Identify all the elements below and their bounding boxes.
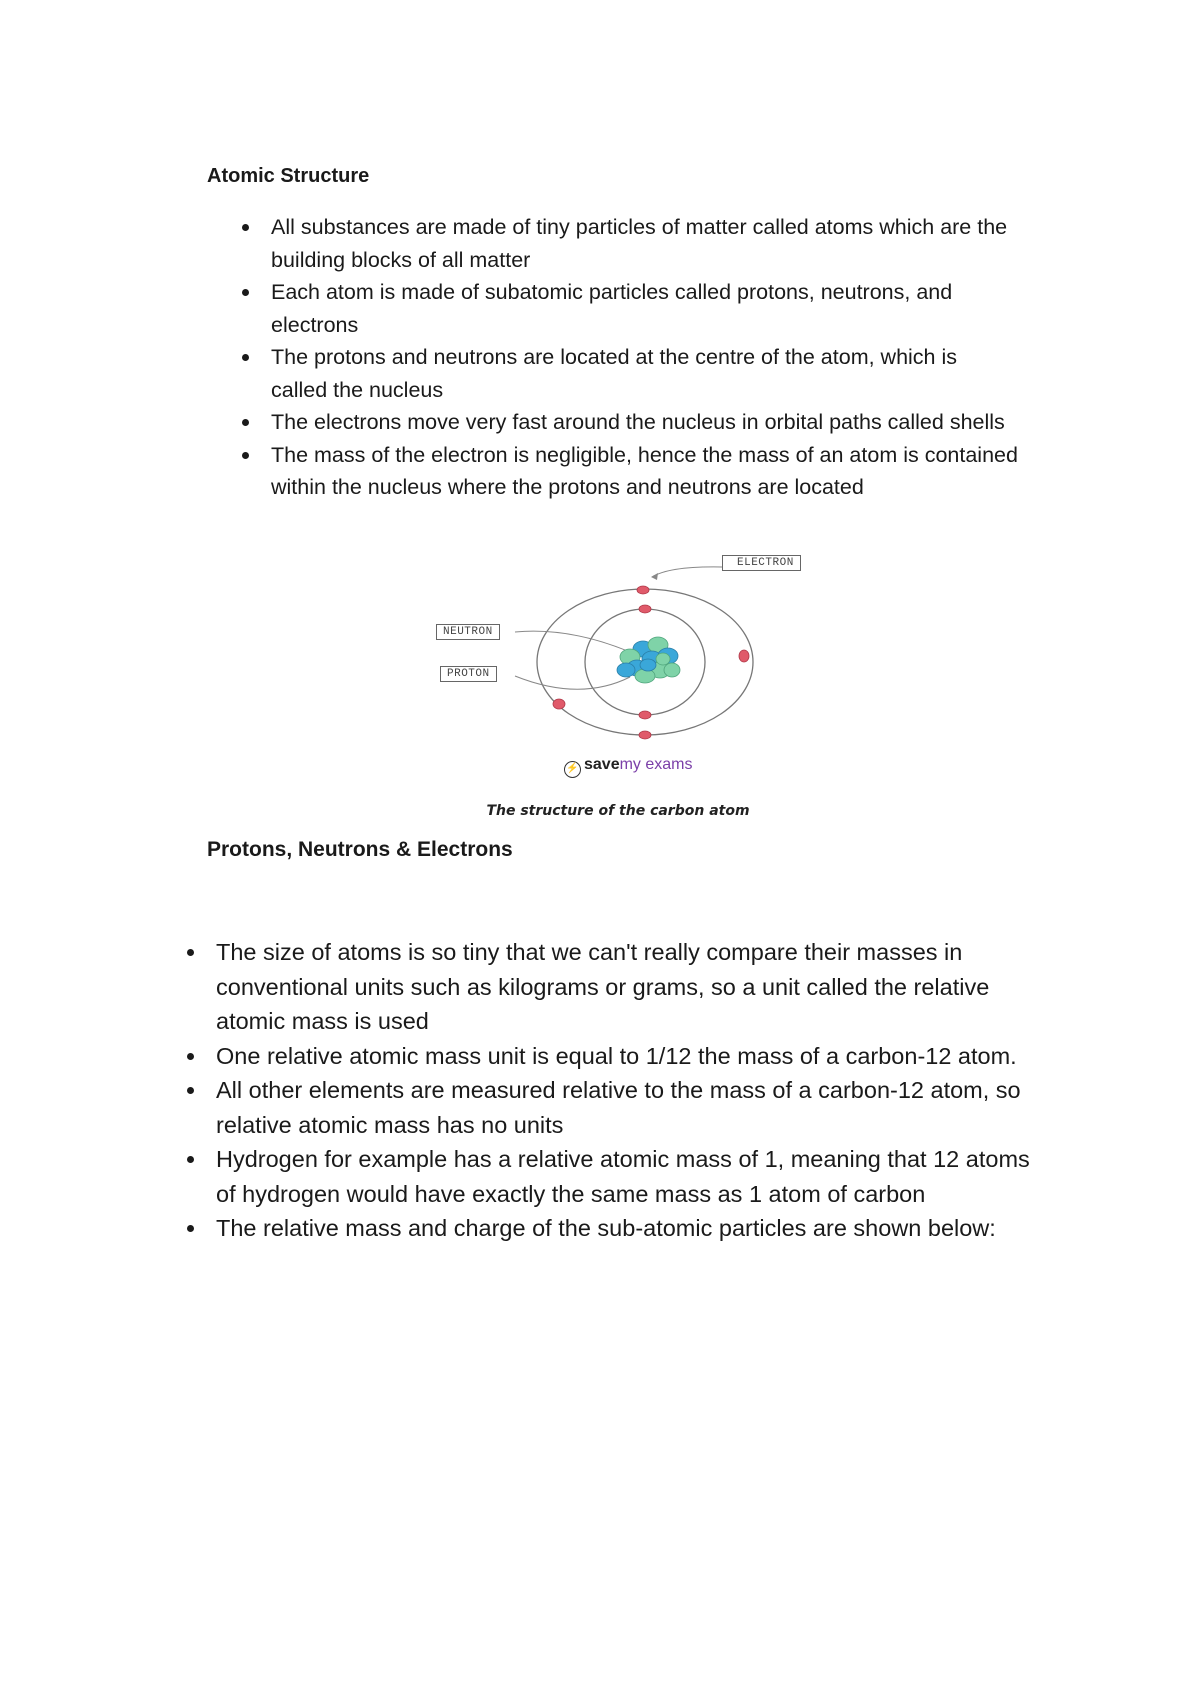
electron-dot [639,711,651,719]
list-item: Each atom is made of subatomic particles called protons, neutrons, and electrons [239,276,1019,341]
list-item: The protons and neutrons are located at the centre of the atom, which is called the nucleus [239,341,1019,406]
list-item: The relative mass and charge of the sub-atomic particles are shown below: [184,1211,1034,1246]
electron-dot [739,650,749,662]
section-heading-protons-neutrons-electrons: Protons, Neutrons & Electrons [207,838,513,861]
section-heading-atomic-structure: Atomic Structure [207,165,370,187]
list-item: The size of atoms is so tiny that we can't really compare their masses in conventional units such as kilograms or grams, so a unit called the relative atomic mass is used [184,935,1034,1039]
electron-dot [639,731,651,739]
list-item: The electrons move very fast around the nucleus in orbital paths called shells [239,406,1019,439]
neutron-pointer-line [515,631,630,652]
atomic-structure-list [239,211,1019,504]
proton-label: PROTON [440,666,497,682]
list-item: All substances are made of tiny particles of matter called atoms which are the building blocks of all matter [239,211,1019,276]
lightning-icon: ⚡ [564,761,581,778]
protons-neutrons-electrons-list [184,935,1034,1246]
electron-label: ELECTRON [722,555,801,571]
electron-dot [553,699,565,709]
savemyexams-logo: ⚡ savemy exams [564,756,693,778]
carbon-atom-diagram [430,552,820,782]
proton-pointer-line [515,676,630,689]
electron-pointer-arrow [651,573,658,580]
list-item: All other elements are measured relative to the mass of a carbon-12 atom, so relative atomic mass has no units [184,1073,1034,1142]
figure-caption: The structure of the carbon atom [486,803,750,819]
electron-dot [637,586,649,594]
electron-pointer-line [652,567,722,577]
nucleus [617,637,680,683]
neutron-label: NEUTRON [436,624,500,640]
list-item: The mass of the electron is negligible, hence the mass of an atom is contained within the nucleus where the protons and neutrons are located [239,439,1019,504]
list-item: One relative atomic mass unit is equal to 1/12 the mass of a carbon-12 atom. [184,1039,1034,1074]
list-item: Hydrogen for example has a relative atomic mass of 1, meaning that 12 atoms of hydrogen would have exactly the same mass as 1 atom of carbon [184,1142,1034,1211]
electron-dot [639,605,651,613]
